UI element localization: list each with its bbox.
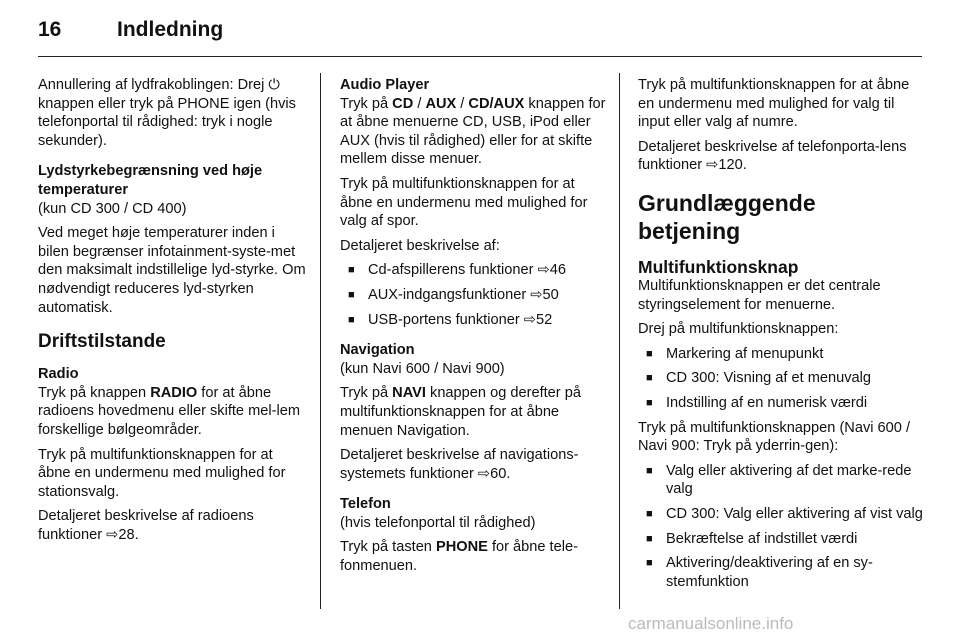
list-item: ■ Indstilling af en numerisk værdi [646, 394, 924, 413]
nav-paragraph-3: Detaljeret beskrivelse af navigations-systemets funktioner ⇨ 60. [340, 446, 606, 483]
column-3 [638, 76, 924, 597]
header-rule [38, 56, 922, 57]
limit-paragraph: Ved meget høje temperaturer inden i bilen begrænser infotainment-syste-met den maksimalt indstillelige lyd-styrke. Om nødvendigt reduceres lyd-styrken automatisk. [38, 225, 306, 316]
page-reference: ⇨ 28. [106, 527, 139, 543]
multi-paragraph-2: Drej på multifunktionsknappen: [638, 321, 839, 338]
radio-paragraph-2: Tryk på multifunktionsknappen for at åbne en undermenu med mulighed for stationsvalg. [38, 446, 286, 500]
page-header [0, 0, 960, 60]
list-item: ■ Markering af menupunkt [646, 345, 924, 364]
column-1 [38, 76, 308, 550]
tel-paragraph-2: Tryk på multifunktionsknappen for at åbne en undermenu med mulighed for valg til input eller valg af numre. [638, 77, 910, 131]
list-item: ■ Cd-afspillerens funktioner ⇨ 46 [348, 261, 606, 280]
list-item: ■ AUX-indgangsfunktioner ⇨ 50 [348, 286, 606, 305]
limit-heading: Lydstyrkebegrænsning ved høje temperaturer [38, 163, 263, 198]
multi-paragraph: Multifunktionsknappen er det centrale styringselement for menuerne. [638, 277, 881, 313]
tel-paragraph-3: Detaljeret beskrivelse af telefonporta-lens funktioner ⇨ 120. [638, 138, 924, 175]
limit-note: (kun CD 300 / CD 400) [38, 200, 187, 217]
list-item: ■ Valg eller aktivering af det marke-rede valg [646, 462, 924, 499]
watermark: carmanualsonline.info [628, 614, 794, 633]
page-number: 16 [38, 18, 62, 41]
column-divider [619, 73, 620, 609]
list-item: ■ CD 300: Valg eller aktivering af vist valg [646, 505, 924, 524]
list-item: ■ CD 300: Visning af et menuvalg [646, 369, 924, 388]
radio-heading: Radio [38, 366, 79, 383]
page-reference: ⇨ 46 [538, 262, 566, 278]
column-divider [320, 73, 321, 609]
tel-note: (hvis telefonportal til rådighed) [340, 514, 536, 531]
audio-paragraph-2: Tryk på multifunktionsknappen for at åbne en undermenu med mulighed for valg af spor. [340, 175, 588, 230]
tel-heading: Telefon [340, 496, 391, 513]
list-item: ■ Aktivering/deaktivering af en sy-stemfunktion [646, 554, 924, 591]
radio-paragraph: Tryk på knappen RADIO for at åbne radioens hovedmenu eller skifte mel-lem forskellige bølgeområder. [38, 384, 300, 438]
intro-paragraph: Annullering af lydfrakoblingen: Drej ⏻ knappen eller tryk på PHONE igen (hvis telefonportal til rådighed: tryk i nogle sekunder). [38, 77, 296, 149]
page-title: Indledning [117, 18, 224, 41]
list-item: ■ USB-portens funktioner ⇨ 52 [348, 311, 606, 330]
nav-heading: Navigation [340, 342, 415, 359]
nav-note: (kun Navi 600 / Navi 900) [340, 360, 505, 377]
section-heading: Driftstilstande [38, 331, 166, 353]
column-2 [340, 76, 606, 582]
multi-heading: Multifunktionsknap [638, 256, 799, 277]
main-heading: Grundlæggende betjening [638, 189, 816, 244]
page-reference: ⇨ 50 [530, 287, 558, 303]
audio-paragraph: Tryk på CD / AUX / CD/AUX knappen for at åbne menuerne CD, USB, iPod eller AUX (hvis til rådighed) eller for at skifte mellem disse menuer. [340, 95, 606, 168]
page-reference: ⇨ 60. [478, 466, 511, 482]
nav-paragraph: Tryk på NAVI knappen og derefter på multifunktionsknappen for at åbne menuen Navigation. [340, 385, 581, 439]
audio-paragraph-3: Detaljeret beskrivelse af: [340, 237, 500, 254]
tel-paragraph: Tryk på tasten PHONE for åbne tele-fonmenuen. [340, 539, 578, 575]
radio-paragraph-3: Detaljeret beskrivelse af radioens funktioner ⇨ 28. [38, 507, 308, 544]
multi-paragraph-3: Tryk på multifunktionsknappen (Navi 600 / Navi 900: Tryk på yderrin-gen): [638, 419, 911, 455]
page-reference: ⇨ 120. [706, 157, 747, 173]
page-reference: ⇨ 52 [524, 312, 552, 328]
radio-key: RADIO [150, 384, 198, 401]
audio-heading: Audio Player [340, 77, 430, 93]
list-item: ■ Bekræftelse af indstillet værdi [646, 530, 924, 549]
